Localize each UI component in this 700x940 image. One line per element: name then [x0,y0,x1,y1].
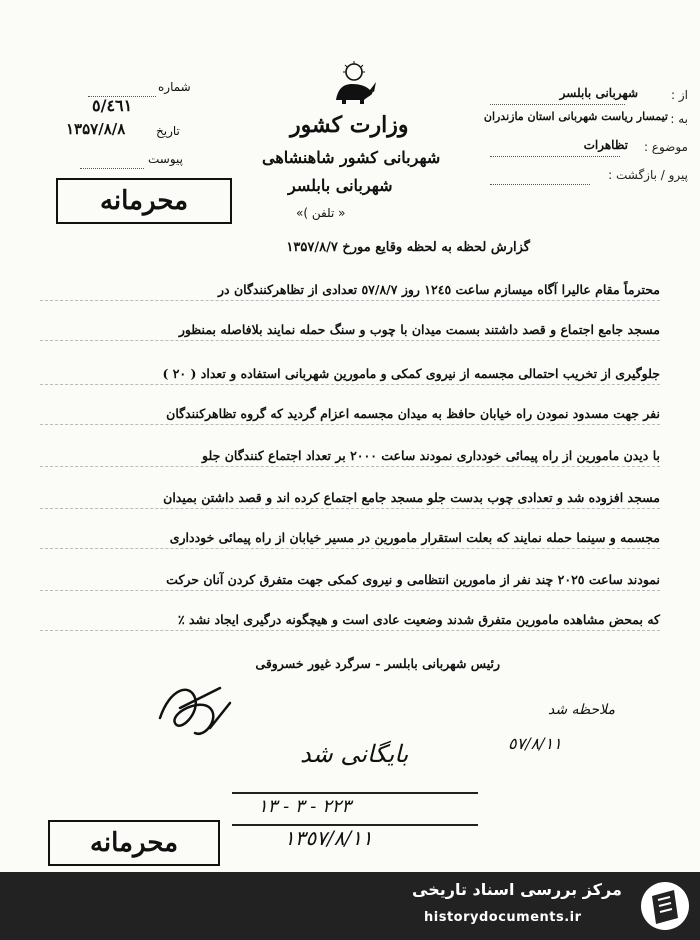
body-line: محترماً مقام عالیرا آگاه میسازم ساعت ١٢٤٥ روز ٥٧/٨/٧ تعدادی از تظاهرکنندگان در [218,282,660,297]
subject-value: تظاهرات [583,138,628,152]
handwritten-date-note: ٥٧/٨/١١ [508,734,562,753]
to-label: به : [670,112,688,126]
number-value: ٥/٤٦١ [92,96,133,115]
classification-stamp-top: محرمانه [56,178,232,224]
archive-logo-icon [640,878,690,934]
phone-label: « تلفن )» [296,206,346,220]
body-line: که بمحض مشاهده مامورین متفرق شدند وضعیت عادی است و هیچگونه درگیری ایجاد نشد ٪ [177,612,660,627]
ruled-line [40,630,660,631]
classification-stamp-bottom: محرمانه [48,820,220,866]
subject-label: موضوع : [643,140,688,154]
signature-line: رئیس شهربانی بابلسر - سرگرد غیور خسروقی [255,656,500,671]
handwritten-initials: ملاحظه شد [548,702,616,718]
ministry-title: وزارت کشور [290,112,409,138]
number-label: شماره [158,80,191,94]
reference-label: پیرو / بازگشت : [608,168,688,182]
reference-dotline [490,184,590,185]
body-line: با دیدن مامورین از راه پیمائی خودداری نمودند ساعت ٢٠٠٠ بر تعداد اجتماع کنندگان جلو [202,448,660,463]
ruled-line [40,384,660,385]
received-date: ١٣٥٧/٨/١١ [284,826,373,850]
to-value: تیمسار ریاست شهربانی استان مازندران [483,110,668,123]
attachment-label: پیوست [148,152,183,166]
ruled-line [40,466,660,467]
from-label: از : [671,88,688,102]
police-national-title: شهربانی کشور شاهنشاهی [262,148,441,167]
ruled-line [40,300,660,301]
body-line: مجسمه و سینما حمله نمایند که بعلت استقرار مامورین در مسیر خیابان از راه پیمائی خودداری [169,530,660,545]
date-label: تاریخ [156,124,180,138]
body-line: نمودند ساعت ٢٠٢٥ چند نفر از مامورین انتظامی و نیروی کمکی جهت متفرق کردن آنان حرکت [166,572,660,587]
attachment-dotline [80,168,144,169]
ruled-line [40,548,660,549]
ruled-line [40,508,660,509]
handwritten-signature-icon [150,678,240,748]
body-line: مسجد افزوده شد و تعدادی چوب بدست جلو مسجد جامع اجتماع کرده اند و قصد داشتن بمیدان [163,490,660,505]
ruled-line [40,424,660,425]
body-line: مسجد جامع اجتماع و قصد داشتند بسمت میدان با چوب و سنگ حمله نمایند بلافاصله بمنظور [178,322,660,337]
date-value: ۱۳۵۷/۸/۸ [66,120,126,138]
subject-dotline [490,156,620,157]
body-line: نفر جهت مسدود نمودن راه خیابان حافظ به میدان مجسمه اعزام گردید که گروه تظاهرکنندگان [166,406,660,421]
footer-title: مرکز بررسی اسناد تاریخی [412,880,622,899]
police-city-title: شهربانی بابلسر [288,176,393,195]
archive-code: ٢٢٣ - ٣ - ١٣ [258,796,352,817]
from-dotline [490,104,625,105]
ruled-line [40,590,660,591]
body-line: جلوگیری از تخریب احتمالی مجسمه از نیروی کمکی و مامورین شهربانی استفاده و تعداد ( ٢٠ ) [162,366,660,381]
footer-url: historydocuments.ir [424,910,582,925]
from-value: شهربانی بابلسر [559,86,638,100]
ruled-line [40,340,660,341]
report-title: گزارش لحظه به لحظه وقایع مورخ ۱۳۵۷/۸/۷ [286,240,530,255]
handwritten-archive-note: بایگانی شد [300,740,409,768]
lion-and-sun-emblem-icon [330,60,378,106]
